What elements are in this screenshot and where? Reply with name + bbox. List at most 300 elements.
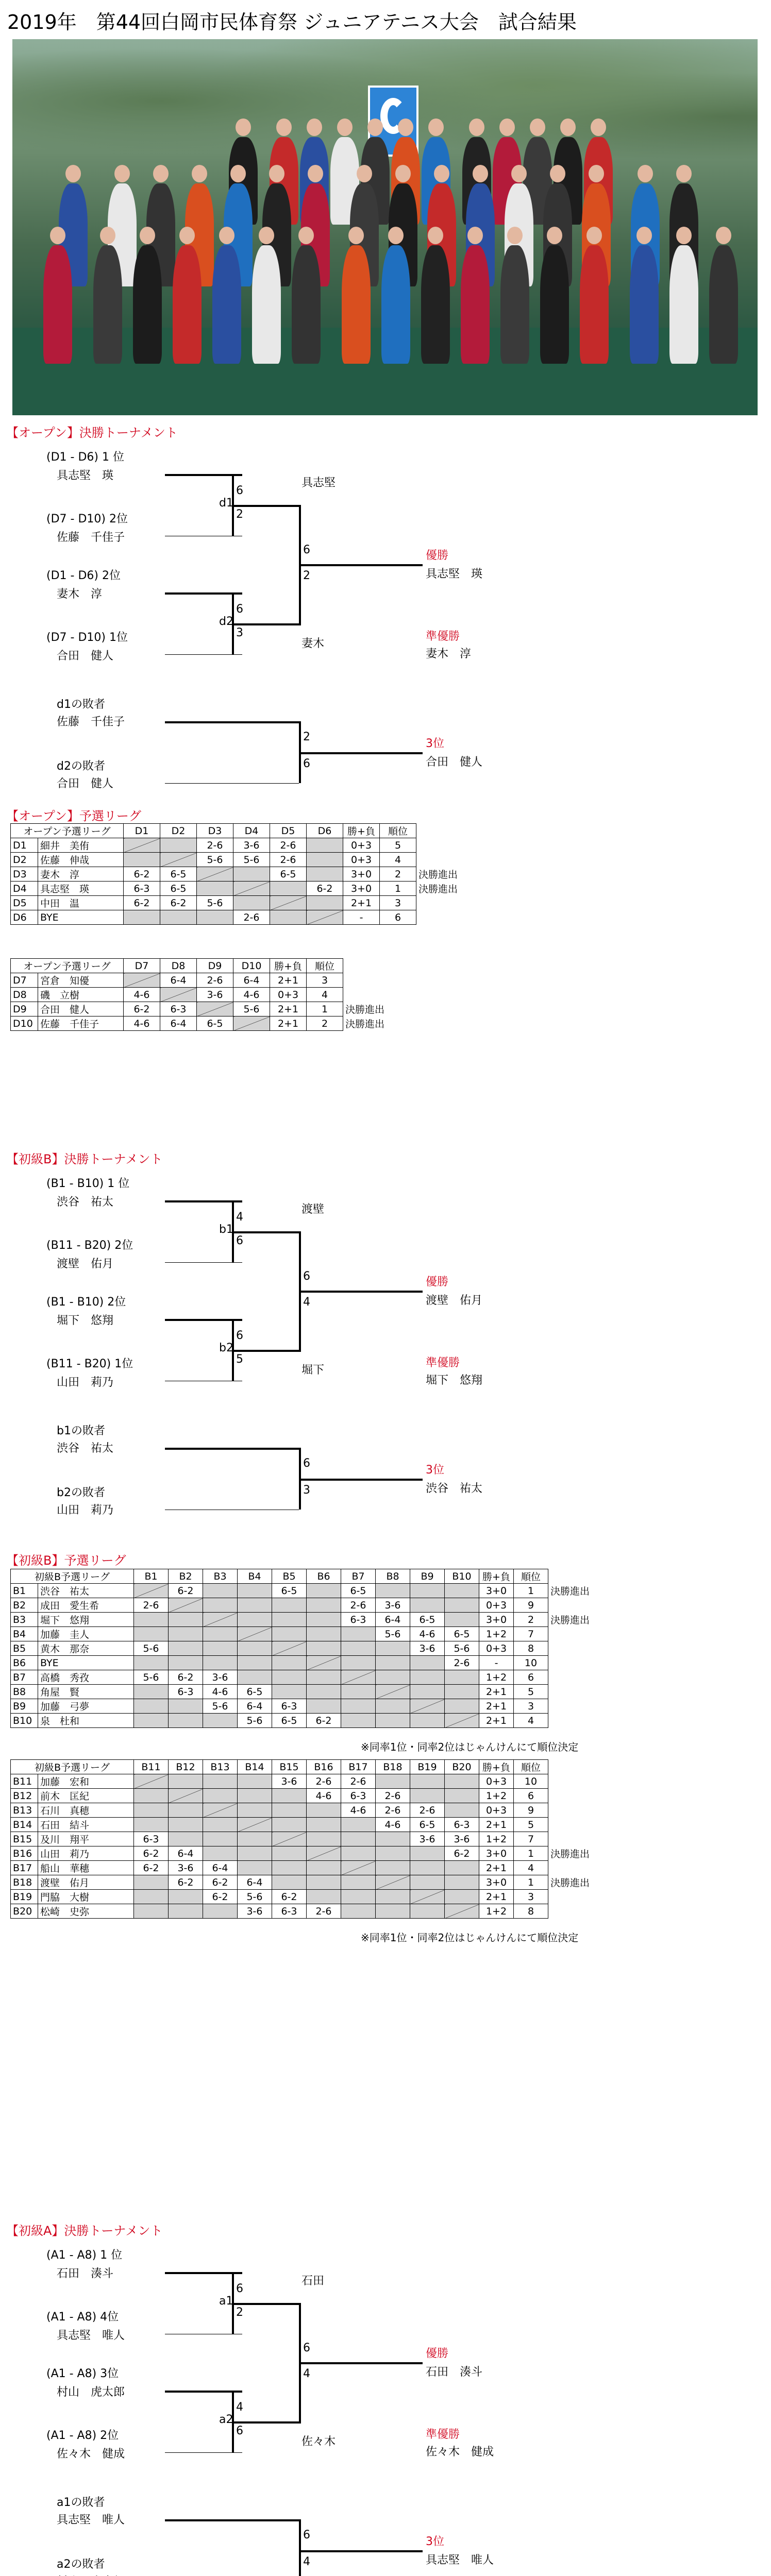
table-cell xyxy=(376,1774,410,1789)
seed-label: (B11 - B20) 2位 xyxy=(46,1239,133,1252)
score: 4 xyxy=(303,1296,310,1309)
table-cell xyxy=(341,1670,376,1685)
table-row xyxy=(11,1699,615,1714)
player-name: 渡壁 佑月 xyxy=(57,1258,114,1270)
table-row xyxy=(11,988,410,1002)
column-header: 順位 xyxy=(514,1760,548,1774)
table-cell xyxy=(169,1699,203,1714)
bracket-line xyxy=(232,505,234,536)
table-cell: 6-2 xyxy=(307,882,343,896)
bracket-line xyxy=(165,1319,242,1321)
person xyxy=(540,245,569,364)
table-cell: 3 xyxy=(514,1890,548,1904)
table-row xyxy=(11,1627,615,1641)
player-name: BYE xyxy=(38,910,124,925)
column-header: 勝+負 xyxy=(343,824,380,838)
table-cell xyxy=(238,1846,272,1861)
table-cell xyxy=(134,1656,169,1670)
table-cell: 2-6 xyxy=(307,1904,341,1919)
player-name: 具志堅 瑛 xyxy=(38,882,124,896)
qualified-note: 決勝進出 xyxy=(550,1877,590,1889)
player-id: D3 xyxy=(11,867,38,882)
qualified-note xyxy=(548,1685,615,1699)
player-id: B14 xyxy=(11,1818,38,1832)
table-cell: 6-4 xyxy=(238,1875,272,1890)
player-name: 船山 華穗 xyxy=(38,1861,134,1875)
third-seed-label: a1の敗者 xyxy=(57,2496,105,2509)
round-winner: 石田 xyxy=(301,2275,325,2287)
table-cell: 2+1 xyxy=(270,973,307,988)
table-cell: 6-3 xyxy=(134,1832,169,1846)
player-name: 石田 結斗 xyxy=(38,1818,134,1832)
score: 6 xyxy=(236,2425,243,2437)
table-cell: 2+1 xyxy=(479,1861,514,1875)
table-cell: - xyxy=(343,910,380,925)
seed-label: (A1 - A8) 3位 xyxy=(46,2367,119,2380)
table-cell: 1 xyxy=(514,1846,548,1861)
table-cell: 2+1 xyxy=(479,1685,514,1699)
third-name: 渋谷 祐太 xyxy=(426,1482,483,1495)
table-row xyxy=(11,1584,615,1598)
table-cell: 5-6 xyxy=(203,1699,238,1714)
player-id: D9 xyxy=(11,1002,38,1016)
column-header: D10 xyxy=(233,959,270,973)
table-row xyxy=(11,1875,615,1890)
table-row xyxy=(11,1803,615,1818)
person xyxy=(93,245,122,364)
seed-label: (D1 - D6) 1 位 xyxy=(46,451,124,464)
column-header: 勝+負 xyxy=(479,1569,514,1584)
table-cell: 2-6 xyxy=(197,973,233,988)
match-label: b1 xyxy=(219,1223,233,1236)
score: 4 xyxy=(303,2367,310,2380)
player-name: 角屋 賢 xyxy=(38,1685,134,1699)
table-cell xyxy=(341,1832,376,1846)
table-cell: 3-6 xyxy=(410,1641,445,1656)
table-cell xyxy=(376,1584,410,1598)
table-cell: 4 xyxy=(380,853,416,867)
match-label: a2 xyxy=(219,2413,233,2426)
third-player-name: 佐藤 千佳子 xyxy=(57,716,125,728)
table-cell xyxy=(445,1699,479,1714)
table-cell xyxy=(445,1685,479,1699)
table-cell xyxy=(445,1890,479,1904)
table-cell: 5 xyxy=(380,838,416,853)
table-cell xyxy=(307,1685,341,1699)
person-head xyxy=(367,118,383,136)
table-cell: 7 xyxy=(514,1627,548,1641)
table-cell xyxy=(445,1803,479,1818)
bracket-line xyxy=(165,2519,299,2521)
bracket-line xyxy=(165,783,299,784)
table-cell: 1+2 xyxy=(479,1670,514,1685)
table-row xyxy=(11,973,410,988)
table-row xyxy=(11,1904,615,1919)
table-cell xyxy=(197,1002,233,1016)
player-name: 加藤 圭人 xyxy=(38,1627,134,1641)
table-cell xyxy=(341,1846,376,1861)
table-cell: 4-6 xyxy=(341,1803,376,1818)
column-header: B4 xyxy=(238,1569,272,1584)
table-cell xyxy=(203,1846,238,1861)
player-id: B18 xyxy=(11,1875,38,1890)
player-name: 山田 莉乃 xyxy=(57,1376,114,1389)
column-header: 順位 xyxy=(514,1569,548,1584)
table-cell: 3+0 xyxy=(479,1846,514,1861)
person-head xyxy=(530,118,545,136)
person-head xyxy=(428,118,444,136)
table-cell: 6-5 xyxy=(197,1016,233,1031)
player-name: 合田 健人 xyxy=(57,650,114,663)
player-name: 成田 愛生希 xyxy=(38,1598,134,1613)
player-name: 具志堅 瑛 xyxy=(57,469,114,482)
table-cell: 2 xyxy=(307,1016,343,1031)
table-cell: 6-2 xyxy=(134,1861,169,1875)
table-cell: 1+2 xyxy=(479,1789,514,1803)
table-cell: 6-3 xyxy=(445,1818,479,1832)
table-cell: 5-6 xyxy=(197,853,233,867)
table-cell: 6-3 xyxy=(169,1685,203,1699)
runner-up-name: 堀下 悠翔 xyxy=(426,1374,483,1387)
player-id: D10 xyxy=(11,1016,38,1031)
table-cell xyxy=(410,1890,445,1904)
person-head xyxy=(467,227,483,244)
bracket-line xyxy=(299,2519,301,2576)
person-head xyxy=(192,165,207,182)
player-name: 堀下 悠翔 xyxy=(38,1613,134,1627)
table-cell xyxy=(134,1774,169,1789)
table-cell xyxy=(203,1598,238,1613)
table-cell: 6-5 xyxy=(445,1627,479,1641)
player-name: 前木 匡紀 xyxy=(38,1789,134,1803)
table-cell: 6-3 xyxy=(272,1904,307,1919)
table-cell: 3-6 xyxy=(169,1861,203,1875)
score: 4 xyxy=(303,2555,310,2568)
match-label: b2 xyxy=(219,1342,233,1354)
table-cell: 6-5 xyxy=(272,1584,307,1598)
table-cell: 0+3 xyxy=(479,1803,514,1818)
bracket-line xyxy=(165,1448,299,1450)
person-head xyxy=(65,165,81,182)
table-cell: 5-6 xyxy=(376,1627,410,1641)
table-cell xyxy=(134,1685,169,1699)
table-cell xyxy=(272,1818,307,1832)
a-tournament xyxy=(0,2221,771,2576)
score: 3 xyxy=(236,626,243,639)
b-tournament xyxy=(0,1149,771,1540)
table-cell: 2+1 xyxy=(479,1699,514,1714)
player-id: B4 xyxy=(11,1627,38,1641)
column-header xyxy=(548,1760,615,1774)
table-cell: 3-6 xyxy=(238,1904,272,1919)
table-cell xyxy=(272,1656,307,1670)
qualified-note: 決勝進出 xyxy=(418,884,458,895)
table-cell xyxy=(307,910,343,925)
third-name: 合田 健人 xyxy=(426,756,483,769)
table-cell: 6-2 xyxy=(160,896,197,910)
table-cell xyxy=(307,867,343,882)
match-label: a1 xyxy=(219,2295,233,2308)
league-heading: 【初級B】予選リーグ xyxy=(6,1553,126,1568)
table-cell xyxy=(203,1818,238,1832)
player-name: 加藤 宏和 xyxy=(38,1774,134,1789)
column-header: B8 xyxy=(376,1569,410,1584)
player-name: 石田 湊斗 xyxy=(57,2267,114,2280)
bracket-line xyxy=(299,1291,423,1293)
player-id: B16 xyxy=(11,1846,38,1861)
bracket-line xyxy=(232,2303,234,2334)
seed-label: (A1 - A8) 1 位 xyxy=(46,2249,123,2262)
column-header: B3 xyxy=(203,1569,238,1584)
table-row xyxy=(11,838,483,853)
table-cell xyxy=(203,1613,238,1627)
qualified-note xyxy=(548,1861,615,1875)
player-name: 具志堅 唯人 xyxy=(57,2329,125,2342)
table-cell xyxy=(169,1774,203,1789)
table-cell xyxy=(376,1714,410,1728)
person xyxy=(173,245,202,364)
table-cell: 9 xyxy=(514,1598,548,1613)
league-table xyxy=(10,1759,615,1919)
player-id: B17 xyxy=(11,1861,38,1875)
player-id: B11 xyxy=(11,1774,38,1789)
table-cell xyxy=(307,1641,341,1656)
table-cell: 4-6 xyxy=(376,1818,410,1832)
table-row xyxy=(11,1774,615,1789)
table-cell xyxy=(134,1699,169,1714)
table-cell xyxy=(445,1904,479,1919)
table-cell: 10 xyxy=(514,1656,548,1670)
table-cell: 2 xyxy=(380,867,416,882)
bracket-line xyxy=(165,721,299,723)
table-cell: 2-6 xyxy=(307,1774,341,1789)
column-header: B18 xyxy=(376,1760,410,1774)
person xyxy=(421,245,450,364)
table-cell: 2-6 xyxy=(233,910,270,925)
person-head xyxy=(398,118,413,136)
player-id: D5 xyxy=(11,896,38,910)
table-cell: 4-6 xyxy=(410,1627,445,1641)
table-cell: 2-6 xyxy=(410,1803,445,1818)
open-tournament xyxy=(0,422,771,790)
qualified-note: 決勝進出 xyxy=(550,1615,590,1626)
score: 2 xyxy=(303,569,310,582)
table-cell xyxy=(233,1016,270,1031)
table-cell: 2-6 xyxy=(197,838,233,853)
tie-note: ※同率1位・同率2位はじゃんけんにて順位決定 xyxy=(361,1741,579,1753)
player-id: D6 xyxy=(11,910,38,925)
table-cell xyxy=(410,1670,445,1685)
column-header: 順位 xyxy=(380,824,416,838)
person-head xyxy=(259,227,274,244)
table-cell xyxy=(272,1803,307,1818)
bracket-line xyxy=(299,2362,423,2364)
table-cell xyxy=(238,1789,272,1803)
table-cell xyxy=(169,1641,203,1656)
column-header: 勝+負 xyxy=(479,1760,514,1774)
table-cell xyxy=(203,1584,238,1598)
player-name: 渡壁 佑月 xyxy=(38,1875,134,1890)
third-label: 3位 xyxy=(426,737,444,750)
person-head xyxy=(236,118,251,136)
table-cell: 5-6 xyxy=(238,1890,272,1904)
table-cell: 6-4 xyxy=(376,1613,410,1627)
third-player-name: 山田 莉乃 xyxy=(57,1504,114,1517)
table-cell xyxy=(307,1818,341,1832)
table-cell: 4-6 xyxy=(124,1016,160,1031)
champion-label: 優勝 xyxy=(426,2347,449,2360)
table-cell xyxy=(134,1803,169,1818)
table-cell xyxy=(307,1832,341,1846)
table-header-row xyxy=(11,1569,615,1584)
score: 6 xyxy=(236,1329,243,1342)
table-cell: 3 xyxy=(307,973,343,988)
table-cell xyxy=(341,1890,376,1904)
table-cell: 4-6 xyxy=(203,1685,238,1699)
person-head xyxy=(560,118,576,136)
table-cell: 0+3 xyxy=(479,1598,514,1613)
bracket-line xyxy=(232,2421,299,2424)
table-cell xyxy=(160,838,197,853)
column-header: オープン予選リーグ xyxy=(11,959,124,973)
table-cell xyxy=(307,1890,341,1904)
player-name: 松崎 史弥 xyxy=(38,1904,134,1919)
player-id: D4 xyxy=(11,882,38,896)
qualified-note: 決勝進出 xyxy=(550,1849,590,1860)
runner-up-label: 準優勝 xyxy=(426,2428,460,2441)
person xyxy=(43,245,72,364)
column-header: B13 xyxy=(203,1760,238,1774)
table-row xyxy=(11,1846,615,1861)
table-cell xyxy=(203,1904,238,1919)
table-cell xyxy=(307,1861,341,1875)
table-cell: 0+3 xyxy=(343,853,380,867)
player-name: 佐藤 千佳子 xyxy=(57,531,125,544)
player-id: B5 xyxy=(11,1641,38,1656)
table-cell xyxy=(124,910,160,925)
bracket-line xyxy=(232,2303,299,2305)
table-cell xyxy=(169,1818,203,1832)
table-cell xyxy=(238,1627,272,1641)
table-cell: 2-6 xyxy=(270,838,307,853)
table-cell xyxy=(410,1714,445,1728)
bracket-line xyxy=(165,2391,242,2393)
table-cell: 3-6 xyxy=(445,1832,479,1846)
person-head xyxy=(230,165,246,182)
group-photo xyxy=(12,39,758,415)
bracket-line xyxy=(165,654,242,655)
table-cell: 3-6 xyxy=(410,1832,445,1846)
qualified-note: 決勝進出 xyxy=(418,869,458,880)
table-cell: 6-2 xyxy=(169,1670,203,1685)
table-cell xyxy=(203,1714,238,1728)
table-row xyxy=(11,1714,615,1728)
table-cell: 0+3 xyxy=(479,1774,514,1789)
person-head xyxy=(100,227,115,244)
tournament-heading: 【初級B】決勝トーナメント xyxy=(6,1152,163,1166)
column-header: D7 xyxy=(124,959,160,973)
table-cell xyxy=(376,1685,410,1699)
table-row xyxy=(11,896,483,910)
table-cell xyxy=(238,1861,272,1875)
bracket-line xyxy=(232,623,234,654)
table-cell: 1+2 xyxy=(479,1904,514,1919)
table-cell: 3 xyxy=(514,1699,548,1714)
table-cell: 2-6 xyxy=(376,1803,410,1818)
table-cell xyxy=(272,1789,307,1803)
table-cell xyxy=(238,1803,272,1818)
table-cell: 6-5 xyxy=(270,867,307,882)
round-winner: 具志堅 xyxy=(301,477,336,489)
table-cell xyxy=(445,1875,479,1890)
person-head xyxy=(348,227,364,244)
score: 2 xyxy=(236,508,243,521)
person-head xyxy=(636,227,652,244)
table-cell xyxy=(124,838,160,853)
table-cell: 6-4 xyxy=(203,1861,238,1875)
table-cell: 3+0 xyxy=(479,1875,514,1890)
person-head xyxy=(388,227,404,244)
qualified-note xyxy=(548,1641,615,1656)
bracket-line xyxy=(165,2272,242,2274)
person-head xyxy=(550,165,565,182)
player-name: 泉 杜和 xyxy=(38,1714,134,1728)
table-cell: 6-3 xyxy=(160,1002,197,1016)
bracket-line xyxy=(232,2421,234,2452)
qualified-note xyxy=(548,1818,615,1832)
table-cell: 6-3 xyxy=(341,1613,376,1627)
table-cell xyxy=(341,1699,376,1714)
score: 6 xyxy=(303,2342,310,2354)
bracket-line xyxy=(232,1231,299,1233)
bracket-line xyxy=(232,505,299,507)
player-id: B1 xyxy=(11,1584,38,1598)
table-cell xyxy=(376,1890,410,1904)
table-cell xyxy=(445,1613,479,1627)
person-head xyxy=(428,227,443,244)
table-cell: 5-6 xyxy=(238,1714,272,1728)
player-id: D7 xyxy=(11,973,38,988)
column-header: B5 xyxy=(272,1569,307,1584)
person xyxy=(381,245,410,364)
table-cell: 4 xyxy=(514,1714,548,1728)
bracket-line xyxy=(232,1231,234,1262)
table-cell xyxy=(410,1774,445,1789)
person-head xyxy=(676,227,692,244)
player-id: B3 xyxy=(11,1613,38,1627)
table-cell xyxy=(410,1861,445,1875)
table-cell: 5-6 xyxy=(197,896,233,910)
player-name: 妻木 淳 xyxy=(57,588,103,601)
table-cell xyxy=(169,1714,203,1728)
table-cell: 5-6 xyxy=(445,1641,479,1656)
table-cell xyxy=(307,1584,341,1598)
seed-label: (B11 - B20) 1位 xyxy=(46,1358,133,1370)
player-name: 渋谷 祐太 xyxy=(57,1196,114,1209)
person-head xyxy=(473,165,488,182)
table-cell xyxy=(233,896,270,910)
player-id: B20 xyxy=(11,1904,38,1919)
score: 6 xyxy=(303,1270,310,1283)
qualified-note xyxy=(416,853,483,867)
person-head xyxy=(307,118,322,136)
table-cell xyxy=(376,1641,410,1656)
table-cell: 6-4 xyxy=(160,973,197,988)
table-row xyxy=(11,882,483,896)
table-cell xyxy=(341,1656,376,1670)
table-cell xyxy=(341,1818,376,1832)
score: 6 xyxy=(236,1234,243,1247)
